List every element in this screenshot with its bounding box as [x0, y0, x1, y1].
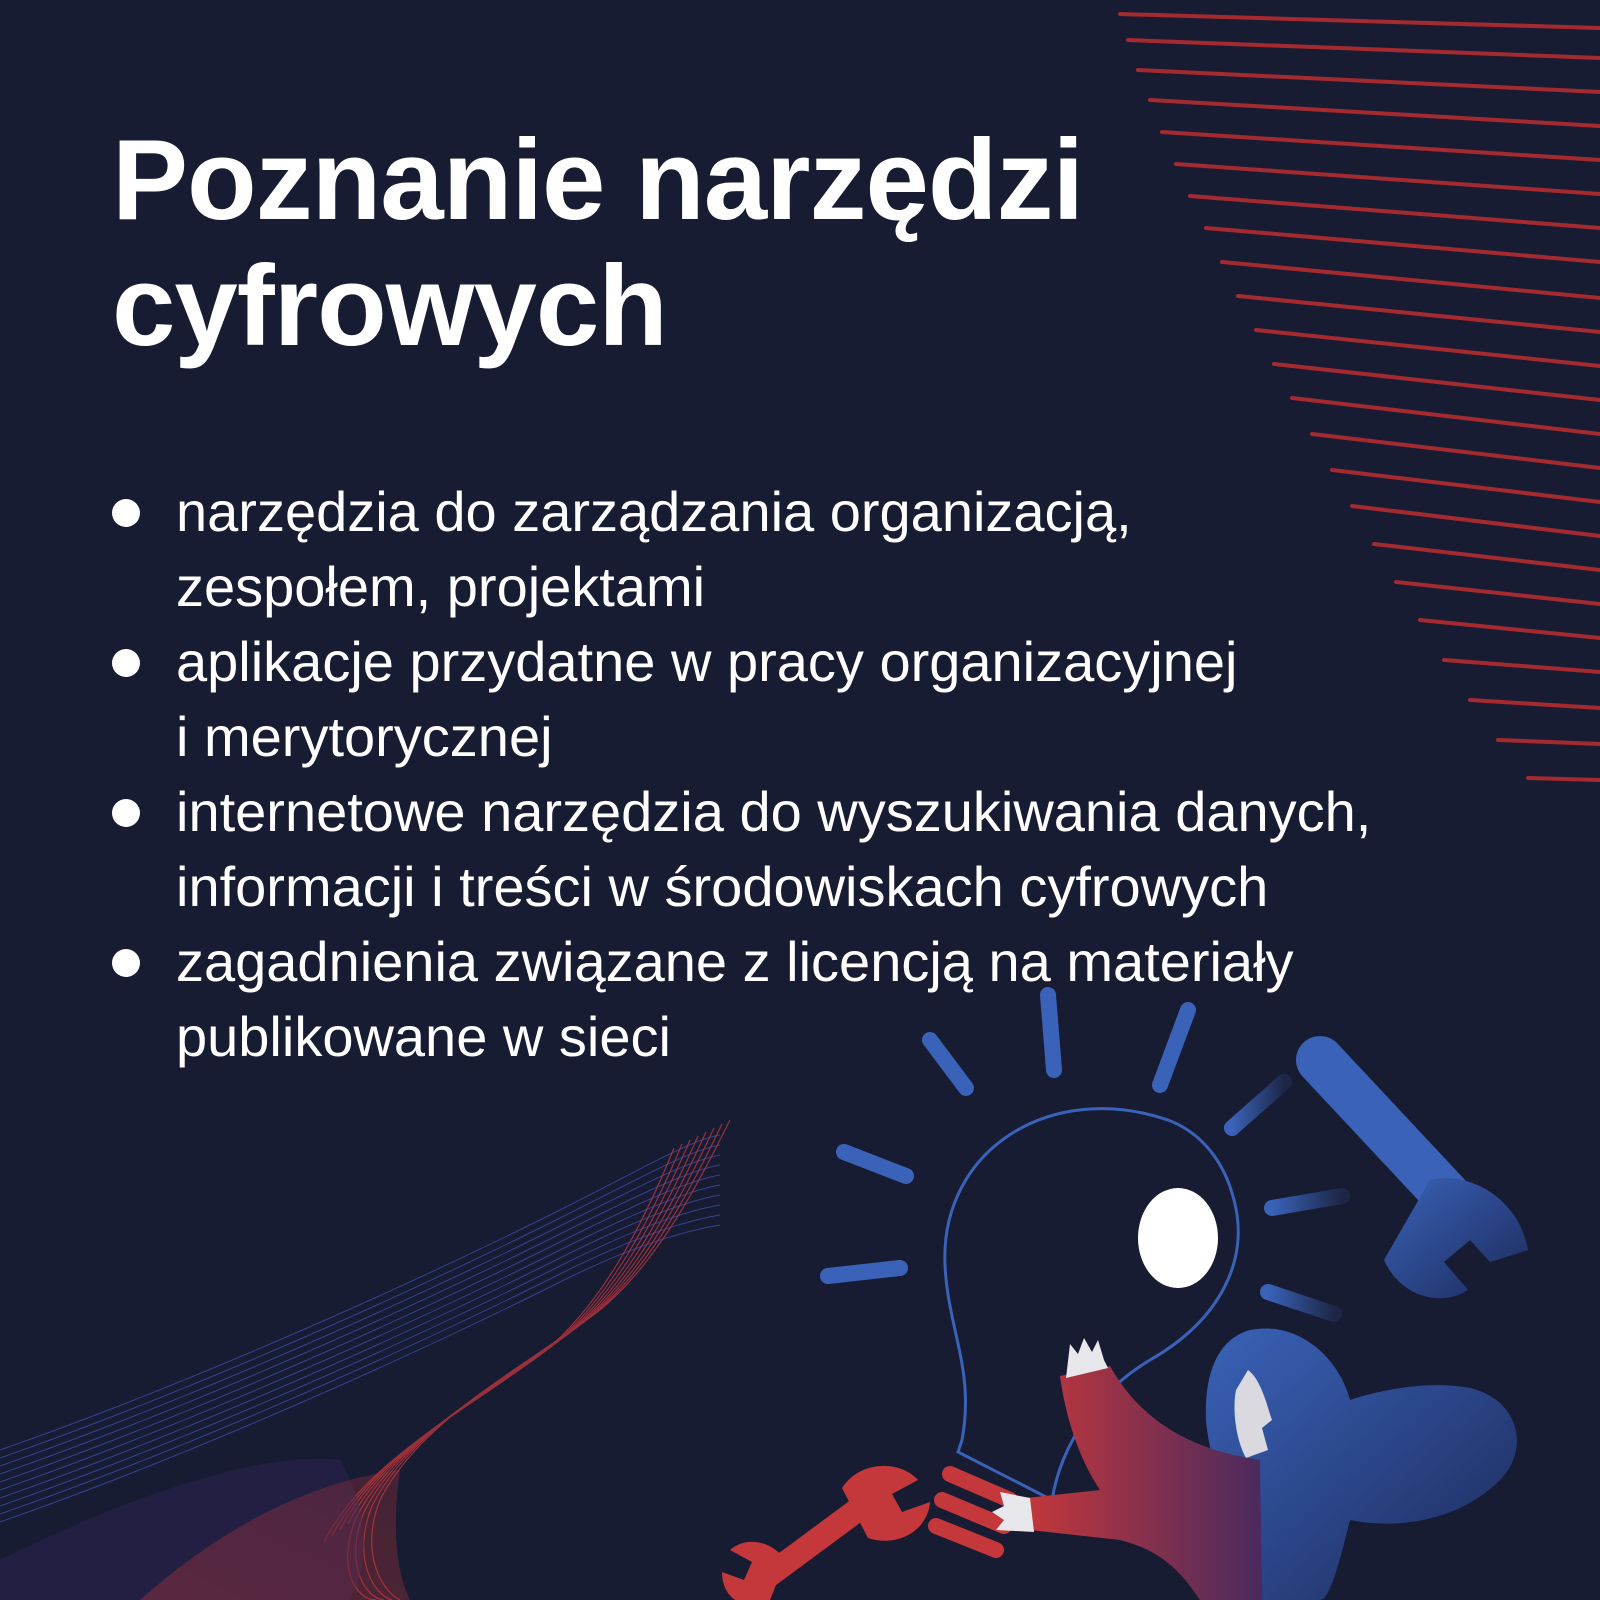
list-item-text	[176, 624, 1470, 774]
bullet-icon	[112, 799, 140, 827]
bullet-icon	[112, 949, 140, 977]
list-item	[110, 774, 1470, 924]
bullet-list	[110, 474, 1470, 1074]
wrench-icon	[1320, 1060, 1528, 1298]
title-line-1: Poznanie narzędzi	[112, 117, 1084, 244]
title-line-2: cyfrowych	[112, 243, 667, 370]
list-item-text	[176, 474, 1470, 624]
list-item-text	[176, 774, 1470, 924]
page-title	[112, 118, 1212, 370]
list-item-line: informacji i treści w środowiskach cyfrowych	[176, 855, 1269, 918]
list-item-text	[176, 924, 1470, 1074]
list-item	[110, 474, 1470, 624]
list-item-line: aplikacje przydatne w pracy organizacyjnej	[176, 630, 1238, 693]
bullet-icon	[112, 649, 140, 677]
list-item-line: internetowe narzędzia do wyszukiwania danych,	[176, 780, 1372, 843]
small-wrench-icon	[722, 1466, 930, 1600]
list-item-line: i merytorycznej	[176, 705, 553, 768]
list-item-line: publikowane w sieci	[176, 1005, 671, 1068]
list-item-line: zagadnienia związane z licencją na materiały	[176, 930, 1294, 993]
list-item	[110, 624, 1470, 774]
wave-pattern	[0, 1120, 730, 1600]
person-icon	[992, 1328, 1517, 1600]
list-item-line: narzędzia do zarządzania organizacją,	[176, 480, 1132, 543]
list-item	[110, 924, 1470, 1074]
list-item-line: zespołem, projektami	[176, 555, 706, 618]
bullet-icon	[112, 499, 140, 527]
